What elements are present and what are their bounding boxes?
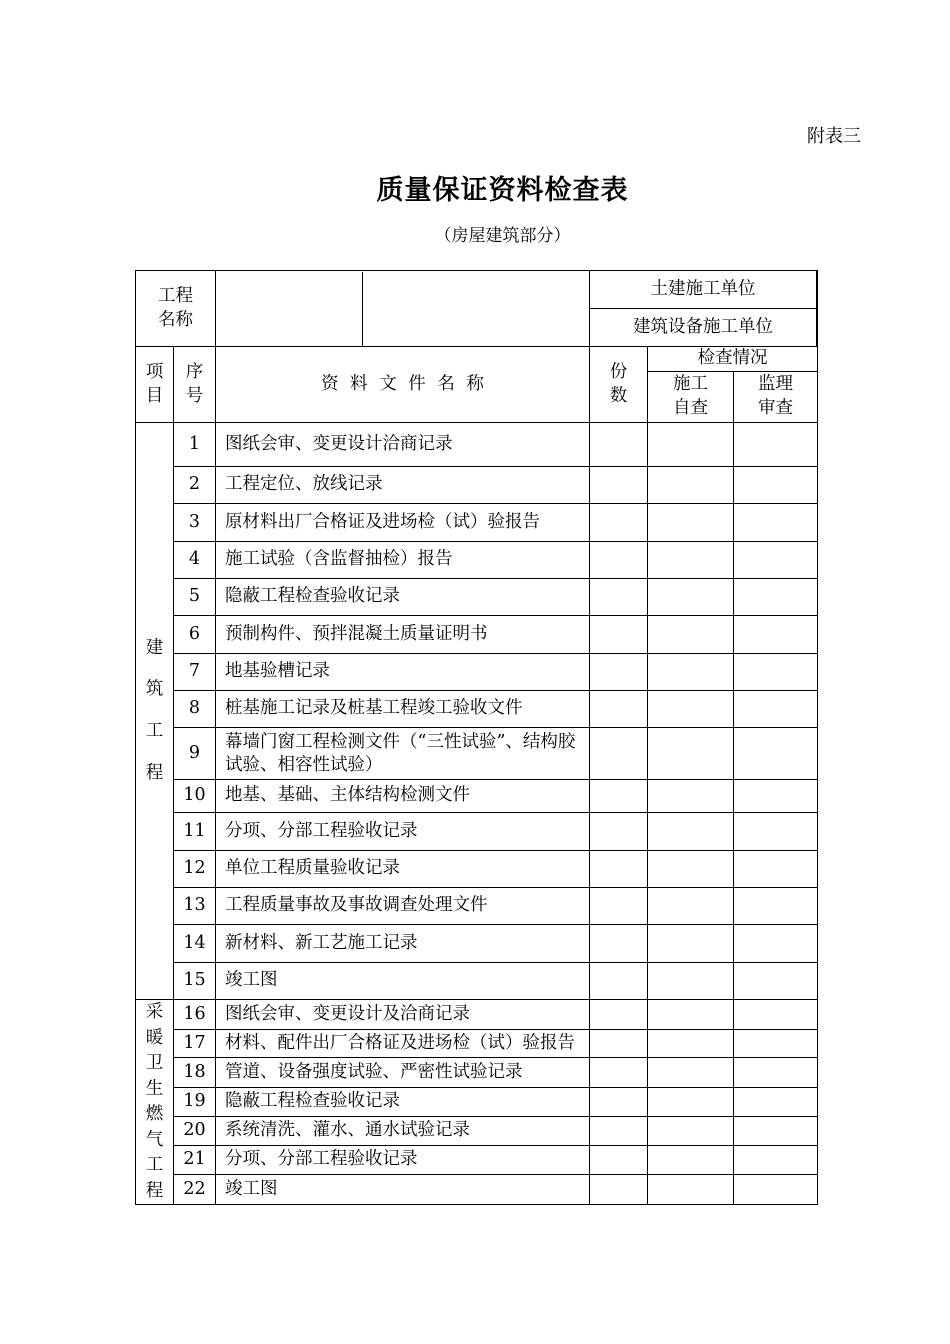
table-row — [136, 1116, 818, 1145]
table-row — [136, 423, 818, 467]
copies-cell[interactable] — [590, 691, 648, 728]
table-row — [136, 963, 818, 1000]
row-number: 21 — [174, 1145, 216, 1175]
copies-cell[interactable] — [590, 728, 648, 780]
row-number: 18 — [174, 1058, 216, 1088]
self-check-cell[interactable] — [648, 579, 734, 616]
copies-cell[interactable] — [590, 542, 648, 579]
table-header — [136, 271, 818, 423]
row-number: 8 — [174, 691, 216, 728]
copies-cell[interactable] — [590, 1029, 648, 1058]
row-number: 12 — [174, 851, 216, 888]
equipment-unit-label: 建筑设备施工单位 — [633, 317, 774, 337]
supervision-cell[interactable] — [734, 616, 818, 654]
row-number: 3 — [174, 504, 216, 542]
table-row — [136, 813, 818, 851]
table-row — [136, 1088, 818, 1117]
document-name: 分项、分部工程验收记录 — [216, 813, 590, 851]
self-check-cell[interactable] — [648, 1088, 734, 1117]
copies-cell[interactable] — [590, 579, 648, 616]
table-row — [136, 1175, 818, 1205]
page-title: 质量保证资料检查表 — [376, 175, 629, 206]
self-check-header: 施工 自查 — [648, 372, 734, 423]
self-check-cell[interactable] — [648, 1116, 734, 1145]
self-check-cell[interactable] — [648, 888, 734, 925]
page-subtitle: （房屋建筑部分） — [434, 226, 571, 246]
equipment-unit-value[interactable] — [816, 309, 817, 346]
supervision-cell[interactable] — [734, 467, 818, 504]
section-label: 采 暖 卫 生 燃 气 工 程 — [136, 1000, 174, 1205]
self-check-cell[interactable] — [648, 654, 734, 691]
table-row — [136, 1145, 818, 1175]
inspection-header: 检查情况 — [648, 347, 818, 372]
self-check-cell[interactable] — [648, 691, 734, 728]
table-row — [136, 780, 818, 813]
document-name: 隐蔽工程检查验收记录 — [216, 1088, 590, 1117]
supervision-cell[interactable] — [734, 963, 818, 1000]
document-name: 分项、分部工程验收记录 — [216, 1145, 590, 1175]
appendix-label: 附表三 — [807, 126, 861, 147]
table-row — [136, 1029, 818, 1058]
self-check-cell[interactable] — [648, 467, 734, 504]
self-check-cell[interactable] — [648, 423, 734, 467]
inspection-table — [135, 270, 818, 1205]
self-check-cell[interactable] — [648, 1175, 734, 1205]
copies-cell[interactable] — [590, 616, 648, 654]
row-number: 9 — [174, 728, 216, 780]
row-number: 19 — [174, 1088, 216, 1117]
table-row — [136, 467, 818, 504]
document-name: 幕墙门窗工程检测文件（“三性试验”、结构胶试验、相容性试验） — [216, 728, 590, 780]
table-row — [136, 925, 818, 963]
supervision-cell[interactable] — [734, 813, 818, 851]
table-row — [136, 1000, 818, 1030]
row-number: 4 — [174, 542, 216, 579]
document-name: 地基、基础、主体结构检测文件 — [216, 780, 590, 813]
copies-cell[interactable] — [590, 1175, 648, 1205]
copies-cell[interactable] — [590, 467, 648, 504]
supervision-cell[interactable] — [734, 423, 818, 467]
table-row — [136, 504, 818, 542]
table-row — [136, 851, 818, 888]
civil-unit-value[interactable] — [816, 271, 817, 308]
self-check-cell[interactable] — [648, 925, 734, 963]
document-name: 地基验槽记录 — [216, 654, 590, 691]
row-number: 13 — [174, 888, 216, 925]
supervision-cell[interactable] — [734, 780, 818, 813]
copies-cell[interactable] — [590, 1058, 648, 1088]
project-name-label: 工程 名称 — [136, 271, 216, 347]
self-check-cell[interactable] — [648, 1000, 734, 1030]
self-check-cell[interactable] — [648, 728, 734, 780]
document-name: 原材料出厂合格证及进场检（试）验报告 — [216, 504, 590, 542]
table-row — [136, 728, 818, 780]
document-name: 单位工程质量验收记录 — [216, 851, 590, 888]
document-name: 桩基施工记录及桩基工程竣工验收文件 — [216, 691, 590, 728]
supervision-cell[interactable] — [734, 1029, 818, 1058]
self-check-cell[interactable] — [648, 963, 734, 1000]
row-number: 5 — [174, 579, 216, 616]
copies-cell[interactable] — [590, 813, 648, 851]
document-name: 材料、配件出厂合格证及进场检（试）验报告 — [216, 1029, 590, 1058]
document-name: 竣工图 — [216, 1175, 590, 1205]
copies-cell[interactable] — [590, 1116, 648, 1145]
supervision-cell[interactable] — [734, 925, 818, 963]
row-number: 1 — [174, 423, 216, 467]
supervision-cell[interactable] — [734, 691, 818, 728]
self-check-cell[interactable] — [648, 504, 734, 542]
document-name: 新材料、新工艺施工记录 — [216, 925, 590, 963]
row-number: 10 — [174, 780, 216, 813]
row-number: 20 — [174, 1116, 216, 1145]
section-label: 建 筑 工 程 — [136, 423, 174, 1000]
copies-cell[interactable] — [590, 654, 648, 691]
row-number: 2 — [174, 467, 216, 504]
supervision-cell[interactable] — [734, 1116, 818, 1145]
equipment-unit-row — [590, 309, 818, 347]
civil-unit-row — [590, 271, 818, 309]
item-header: 项 目 — [136, 347, 174, 423]
supervision-cell[interactable] — [734, 1088, 818, 1117]
copies-cell[interactable] — [590, 504, 648, 542]
copies-cell[interactable] — [590, 1145, 648, 1175]
row-number: 17 — [174, 1029, 216, 1058]
document-name: 隐蔽工程检查验收记录 — [216, 579, 590, 616]
project-name-value[interactable] — [216, 271, 590, 347]
seq-header: 序 号 — [174, 347, 216, 423]
document-name: 图纸会审、变更设计及洽商记录 — [216, 1000, 590, 1030]
row-number: 6 — [174, 616, 216, 654]
self-check-cell[interactable] — [648, 780, 734, 813]
table-body — [136, 423, 818, 1205]
copies-cell[interactable] — [590, 1000, 648, 1030]
civil-unit-label: 土建施工单位 — [650, 279, 756, 299]
supervision-cell[interactable] — [734, 542, 818, 579]
row-number: 14 — [174, 925, 216, 963]
supervision-cell[interactable] — [734, 1000, 818, 1030]
self-check-cell[interactable] — [648, 616, 734, 654]
copies-cell[interactable] — [590, 925, 648, 963]
row-number: 22 — [174, 1175, 216, 1205]
self-check-cell[interactable] — [648, 813, 734, 851]
document-name: 竣工图 — [216, 963, 590, 1000]
document-name: 工程定位、放线记录 — [216, 467, 590, 504]
copies-header: 份 数 — [590, 347, 648, 423]
copies-cell[interactable] — [590, 1088, 648, 1117]
document-name: 系统清洗、灌水、通水试验记录 — [216, 1116, 590, 1145]
copies-cell[interactable] — [590, 780, 648, 813]
copies-cell[interactable] — [590, 963, 648, 1000]
supervision-cell[interactable] — [734, 888, 818, 925]
supervision-header: 监理 审查 — [734, 372, 818, 423]
supervision-cell[interactable] — [734, 1145, 818, 1175]
self-check-cell[interactable] — [648, 1029, 734, 1058]
row-number: 11 — [174, 813, 216, 851]
copies-cell[interactable] — [590, 888, 648, 925]
self-check-cell[interactable] — [648, 1058, 734, 1088]
row-number: 7 — [174, 654, 216, 691]
table-row — [136, 542, 818, 579]
supervision-cell[interactable] — [734, 654, 818, 691]
row-number: 15 — [174, 963, 216, 1000]
row-number: 16 — [174, 1000, 216, 1030]
table-row — [136, 616, 818, 654]
document-name: 管道、设备强度试验、严密性试验记录 — [216, 1058, 590, 1088]
document-name-header: 资 料 文 件 名 称 — [216, 347, 590, 423]
document-name: 工程质量事故及事故调查处理文件 — [216, 888, 590, 925]
self-check-cell[interactable] — [648, 1145, 734, 1175]
table-row — [136, 888, 818, 925]
table-row — [136, 579, 818, 616]
copies-cell[interactable] — [590, 851, 648, 888]
table-row — [136, 691, 818, 728]
document-name: 预制构件、预拌混凝土质量证明书 — [216, 616, 590, 654]
supervision-cell[interactable] — [734, 579, 818, 616]
copies-cell[interactable] — [590, 423, 648, 467]
self-check-cell[interactable] — [648, 542, 734, 579]
table-row — [136, 654, 818, 691]
supervision-cell[interactable] — [734, 1175, 818, 1205]
document-name: 施工试验（含监督抽检）报告 — [216, 542, 590, 579]
document-name: 图纸会审、变更设计洽商记录 — [216, 423, 590, 467]
supervision-cell[interactable] — [734, 1058, 818, 1088]
self-check-cell[interactable] — [648, 851, 734, 888]
supervision-cell[interactable] — [734, 504, 818, 542]
supervision-cell[interactable] — [734, 851, 818, 888]
supervision-cell[interactable] — [734, 728, 818, 780]
table-row — [136, 1058, 818, 1088]
